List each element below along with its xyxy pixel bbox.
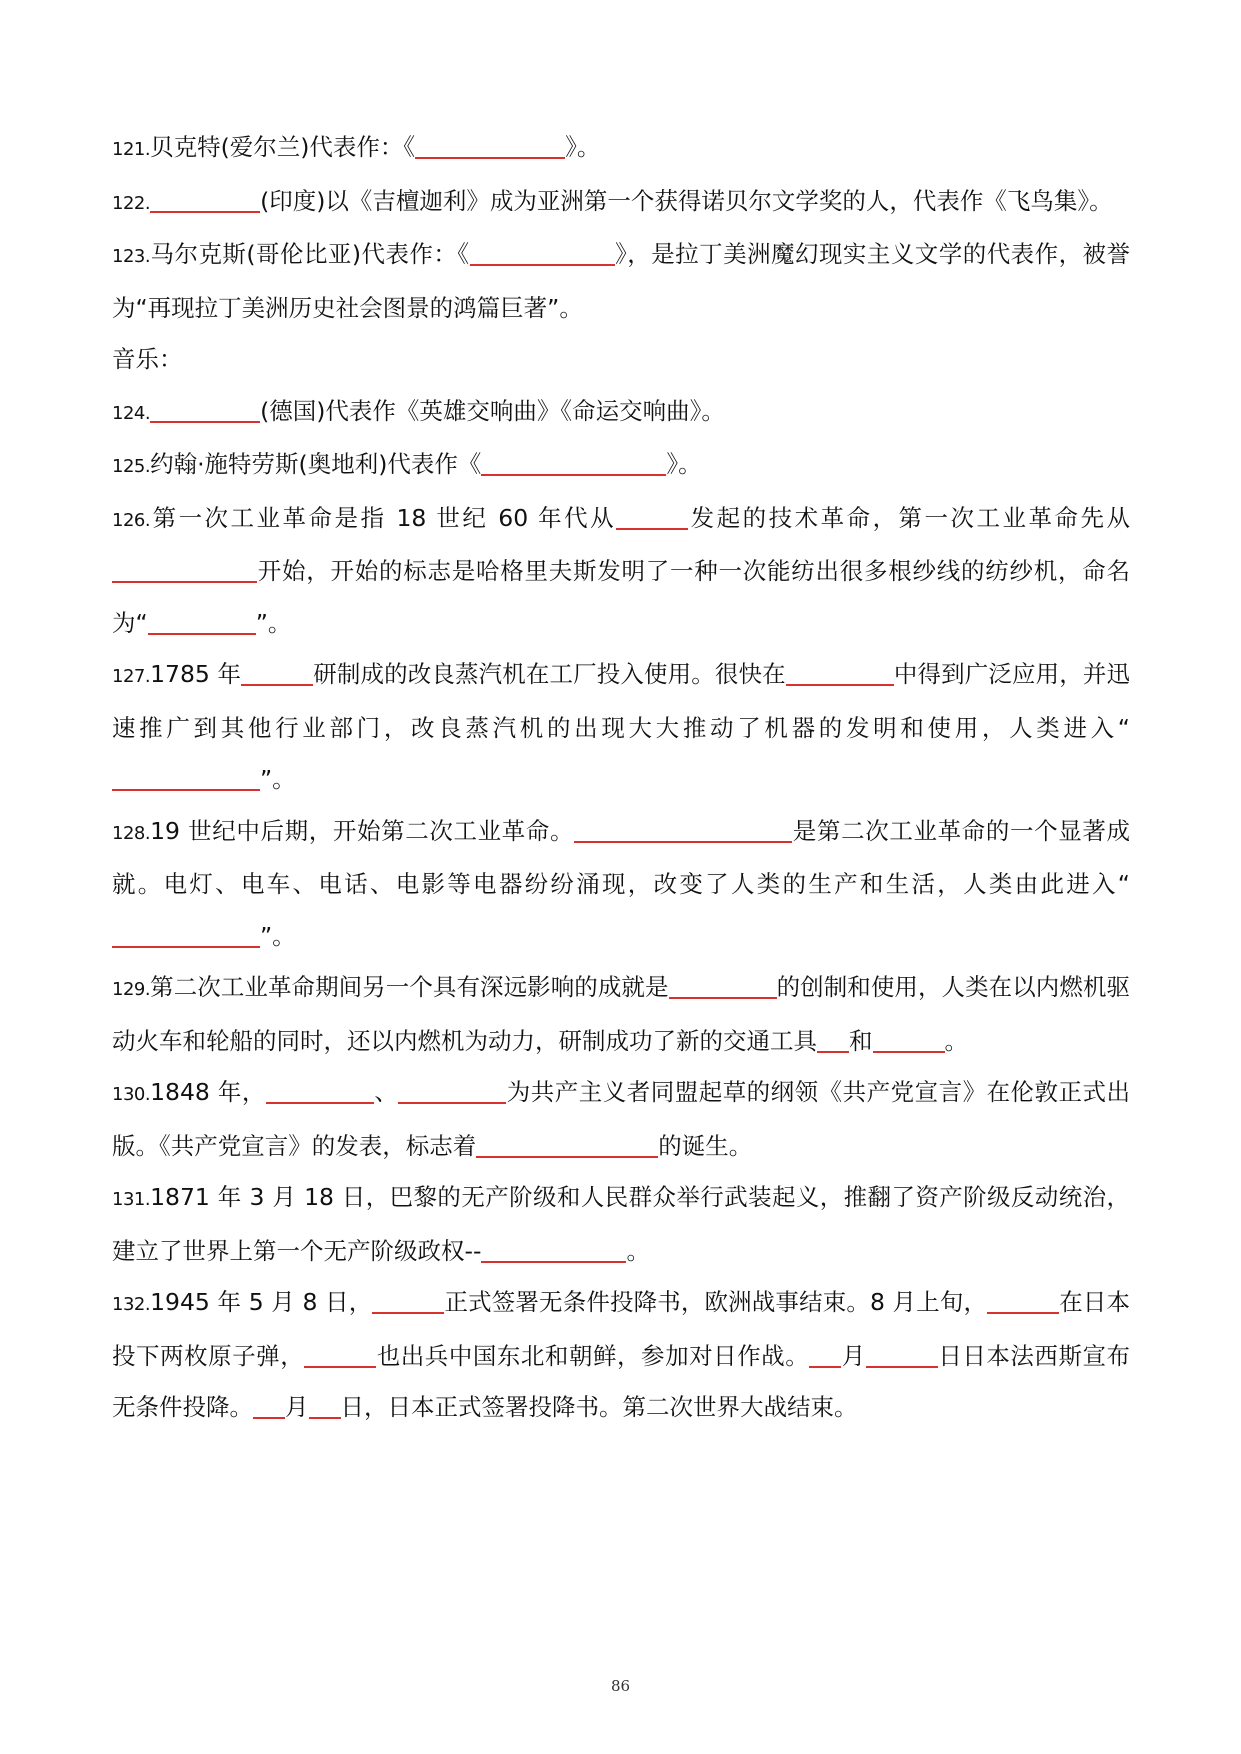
question-item: [112, 334, 1130, 386]
question-text: (印度)以《吉檀迦利》成为亚洲第一个获得诺贝尔文学奖的人，代表作《飞鸟集》。: [260, 186, 1113, 215]
question-number: 129.: [112, 979, 151, 1000]
question-item: [112, 439, 1130, 493]
question-number: 124.: [112, 402, 151, 424]
answer-blank[interactable]: [470, 241, 615, 267]
question-text: 开始，开始的标志是哈格里夫斯发明了一种一次能纺出很多根纱线的纺纱机，命名为“: [112, 557, 1130, 637]
answer-blank[interactable]: [148, 609, 256, 635]
answer-blank[interactable]: [574, 817, 792, 843]
question-number: 132.: [112, 1294, 151, 1315]
question-item: [112, 962, 1130, 1067]
document-body: [112, 122, 1130, 1434]
question-number: 127.: [112, 666, 151, 687]
question-text: 音乐：: [112, 345, 183, 373]
question-item: [112, 649, 1130, 806]
question-text: 第二次工业革命期间另一个具有深远影响的成就是: [150, 973, 669, 1001]
question-text: 。: [626, 1236, 650, 1265]
question-text: 正式签署无条件投降书，欧洲战事结束。8 月上旬，: [444, 1288, 988, 1316]
answer-blank[interactable]: [150, 187, 260, 213]
question-number: 126.: [112, 509, 151, 531]
question-text: 。: [944, 1026, 968, 1055]
question-text: 月: [285, 1393, 309, 1421]
answer-blank[interactable]: [415, 134, 565, 160]
question-text: ”。: [260, 765, 296, 793]
question-item: [112, 806, 1130, 963]
question-number: 121.: [112, 139, 151, 160]
answer-blank[interactable]: [786, 661, 894, 687]
question-text: 日日本法西斯宣布无条件投降。: [112, 1341, 1131, 1421]
question-text: 也出兵中国东北和朝鲜，参加对日作战。: [376, 1341, 810, 1370]
question-text: ”。: [260, 921, 296, 950]
question-text: 》。: [666, 450, 702, 478]
question-text: 和: [849, 1026, 873, 1055]
question-text: 1871 年 3 月 18 日，巴黎的无产阶级和人民群众举行武装起义，推翻了资产阶级反动统治，建立了世界上第一个无产阶级政权--: [112, 1183, 1130, 1265]
question-item: [112, 1277, 1130, 1434]
question-item: [112, 493, 1130, 650]
question-item: [112, 229, 1130, 334]
question-text: 发起的技术革命，第一次工业革命先从: [688, 503, 1130, 532]
answer-blank[interactable]: [481, 451, 666, 477]
answer-blank[interactable]: [669, 974, 777, 1000]
answer-blank[interactable]: [476, 1132, 658, 1158]
answer-blank[interactable]: [987, 1289, 1059, 1315]
question-text: (德国)代表作《英雄交响曲》《命运交响曲》。: [260, 396, 725, 425]
question-item: [112, 1172, 1130, 1277]
question-item: [112, 386, 1130, 440]
question-text: 是第二次工业革命的一个显著成就。电灯、电车、电话、电影等电器纷纷涌现，改变了人类的生产和生活，人类由此进入“: [112, 816, 1130, 898]
question-text: 日，日本正式签署投降书。第二次世界大战结束。: [340, 1393, 858, 1421]
question-item: [112, 176, 1130, 230]
page-number: 86: [610, 1677, 631, 1695]
answer-blank[interactable]: [266, 1079, 374, 1105]
answer-blank[interactable]: [309, 1394, 341, 1420]
question-number: 122.: [112, 192, 151, 214]
question-text: 贝克特(爱尔兰)代表作：《: [150, 133, 416, 161]
question-text: 》。: [565, 133, 601, 161]
question-number: 128.: [112, 822, 151, 844]
question-text: 第一次工业革命是指 18 世纪 60 年代从: [150, 503, 617, 532]
answer-blank[interactable]: [304, 1342, 376, 1368]
answer-blank[interactable]: [817, 1027, 849, 1053]
question-number: 131.: [112, 1189, 151, 1210]
question-text: 》，是拉丁美洲魔幻现实主义文学的代表作，被誉为“再现拉丁美洲历史社会图景的鸿篇巨著”。: [112, 240, 1131, 322]
answer-blank[interactable]: [372, 1289, 444, 1315]
answer-blank[interactable]: [253, 1394, 285, 1420]
question-text: 1945 年 5 月 8 日，: [150, 1288, 373, 1316]
question-text: 在日本投下两枚原子弹，: [112, 1288, 1131, 1370]
answer-blank[interactable]: [241, 661, 313, 687]
question-text: ”。: [255, 608, 292, 637]
answer-blank[interactable]: [866, 1342, 938, 1368]
answer-blank[interactable]: [150, 397, 260, 423]
answer-blank[interactable]: [398, 1079, 506, 1105]
question-text: 1785 年: [150, 660, 242, 688]
answer-blank[interactable]: [112, 922, 260, 948]
question-item: [112, 122, 1130, 176]
question-text: 的诞生。: [658, 1131, 753, 1160]
question-text: 19 世纪中后期，开始第二次工业革命。: [150, 816, 575, 845]
question-number: 130.: [112, 1084, 151, 1105]
question-text: 的创制和使用，人类在以内燃机驱动火车和轮船的同时，还以内燃机为动力，研制成功了新的交通工具: [112, 973, 1131, 1055]
question-item: [112, 1067, 1130, 1172]
question-text: 约翰·施特劳斯(奥地利)代表作《: [150, 450, 482, 478]
question-number: 125.: [112, 456, 151, 477]
question-text: 马尔克斯(哥伦比亚)代表作：《: [150, 240, 470, 268]
answer-blank[interactable]: [481, 1237, 626, 1263]
answer-blank[interactable]: [112, 766, 260, 792]
question-text: 、: [373, 1078, 399, 1106]
question-text: 中得到广泛应用，并迅速推广到其他行业部门，改良蒸汽机的出现大大推动了机器的发明和使用，人类进入“: [112, 660, 1131, 742]
question-text: 为共产主义者同盟起草的纲领《共产党宣言》在伦敦正式出版。《共产党宣言》的发表，标志着: [112, 1078, 1131, 1160]
answer-blank[interactable]: [616, 504, 688, 530]
question-text: 月: [841, 1341, 866, 1370]
question-number: 123.: [112, 246, 151, 267]
answer-blank[interactable]: [112, 558, 257, 584]
answer-blank[interactable]: [873, 1027, 945, 1053]
question-text: 1848 年，: [150, 1078, 266, 1106]
question-text: 研制成的改良蒸汽机在工厂投入使用。很快在: [313, 660, 786, 688]
answer-blank[interactable]: [809, 1342, 841, 1368]
